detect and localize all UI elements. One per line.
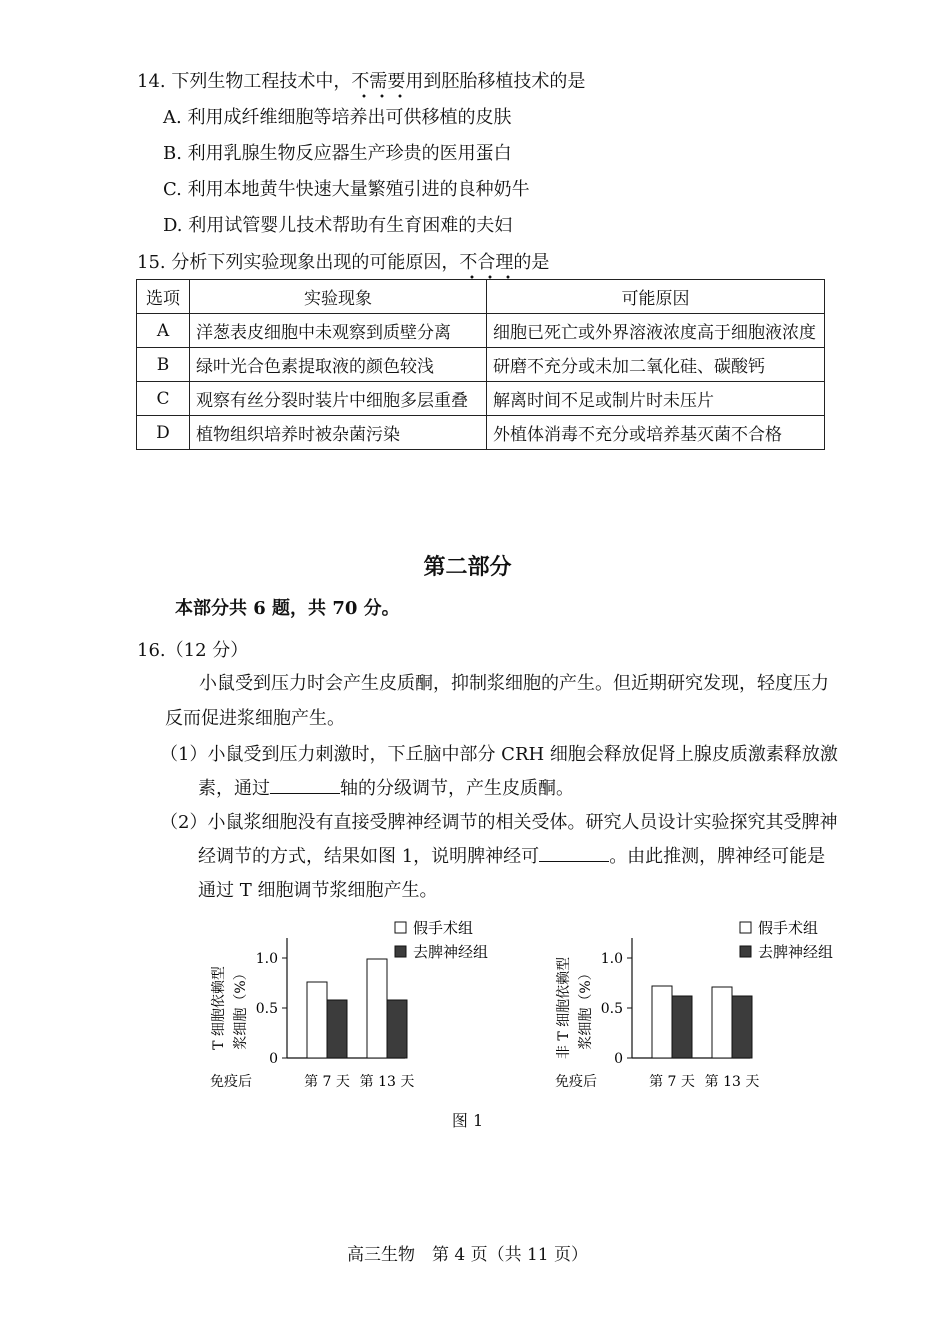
row-phenomenon: 观察有丝分裂时装片中细胞多层重叠 bbox=[190, 382, 487, 416]
row-option: D bbox=[137, 416, 190, 450]
x-tick-label: 第 13 天 bbox=[359, 1074, 415, 1090]
legend-label: 去脾神经组 bbox=[758, 943, 834, 961]
table-row bbox=[137, 314, 825, 348]
bar-denervated bbox=[732, 996, 752, 1058]
row-phenomenon: 洋葱表皮细胞中未观察到质壁分离 bbox=[190, 314, 487, 348]
q15-table-header bbox=[137, 280, 825, 314]
row-reason: 解离时间不足或制片时未压片 bbox=[487, 382, 825, 416]
row-option: A bbox=[137, 314, 190, 348]
q16-header: 16.（12 分） bbox=[137, 640, 249, 661]
q16-part1-line2 bbox=[198, 774, 574, 800]
figure-caption: 图 1 bbox=[451, 1111, 484, 1130]
q16-part2-line3: 通过 T 细胞调节浆细胞产生。 bbox=[198, 880, 438, 901]
q16-part1-pre: 素，通过 bbox=[198, 778, 270, 799]
q16-part2-answer-blank[interactable] bbox=[539, 845, 609, 862]
legend-swatch bbox=[395, 922, 406, 933]
row-reason: 外植体消毒不充分或培养基灭菌不合格 bbox=[487, 416, 825, 450]
x-tick-label: 第 7 天 bbox=[649, 1074, 695, 1090]
q15-table bbox=[136, 279, 825, 450]
q16-part1-post: 轴的分级调节，产生皮质酮。 bbox=[340, 778, 574, 799]
x-axis-prefix-label: 免疫后 bbox=[210, 1074, 252, 1090]
chart-t-dependent bbox=[195, 910, 515, 1100]
row-option: C bbox=[137, 382, 190, 416]
table-row bbox=[137, 382, 825, 416]
y-tick-label: 0 bbox=[614, 1051, 623, 1067]
bar-sham bbox=[367, 959, 387, 1058]
q16-part1-answer-blank[interactable] bbox=[270, 777, 340, 794]
legend-swatch bbox=[740, 922, 751, 933]
q15-stem bbox=[137, 248, 549, 274]
page-footer: 高三生物 第 4 页（共 11 页） bbox=[346, 1245, 589, 1265]
q15-stem-post: 的是 bbox=[513, 252, 550, 273]
legend-label: 去脾神经组 bbox=[413, 943, 489, 961]
q16-part1-line1: （1）小鼠受到压力刺激时，下丘脑中部分 CRH 细胞会释放促肾上腺皮质激素释放激 bbox=[160, 744, 838, 765]
legend-label: 假手术组 bbox=[758, 919, 819, 937]
table-row bbox=[137, 416, 825, 450]
y-tick-label: 1.0 bbox=[600, 951, 623, 967]
bar-denervated bbox=[387, 1000, 407, 1058]
bar-sham bbox=[652, 986, 672, 1058]
q14-option-c: C. 利用本地黄牛快速大量繁殖引进的良种奶牛 bbox=[163, 179, 530, 200]
header-reason: 可能原因 bbox=[487, 280, 825, 314]
q16-intro-line2: 反而促进浆细胞产生。 bbox=[165, 708, 345, 729]
y-axis-label-line2: 浆细胞（%） bbox=[233, 966, 249, 1050]
y-tick-label: 0.5 bbox=[255, 1001, 278, 1017]
x-tick-label: 第 7 天 bbox=[304, 1074, 350, 1090]
table-row bbox=[137, 348, 825, 382]
q15-stem-pre: 15. 分析下列实验现象出现的可能原因， bbox=[137, 252, 460, 273]
y-tick-label: 0.5 bbox=[600, 1001, 623, 1017]
y-tick-label: 1.0 bbox=[255, 951, 278, 967]
row-reason: 细胞已死亡或外界溶液浓度高于细胞液浓度 bbox=[487, 314, 825, 348]
q14-option-d: D. 利用试管婴儿技术帮助有生育困难的夫妇 bbox=[163, 215, 513, 236]
q16-part2-line1: （2）小鼠浆细胞没有直接受脾神经调节的相关受体。研究人员设计实验探究其受脾神 bbox=[160, 812, 838, 833]
x-axis-prefix-label: 免疫后 bbox=[555, 1074, 597, 1090]
part2-title: 第二部分 bbox=[423, 554, 512, 580]
q14-option-a: A. 利用成纤维细胞等培养出可供移植的皮肤 bbox=[163, 107, 512, 128]
part2-subtitle: 本部分共 6 题，共 70 分。 bbox=[175, 598, 400, 619]
q16-part2-line2 bbox=[198, 842, 825, 868]
bar-sham bbox=[712, 987, 732, 1058]
row-phenomenon: 绿叶光合色素提取液的颜色较浅 bbox=[190, 348, 487, 382]
y-tick-label: 0 bbox=[269, 1051, 278, 1067]
q14-stem bbox=[137, 67, 585, 93]
y-axis-label-line1: 非 T 细胞依赖型 bbox=[556, 956, 572, 1060]
row-option: B bbox=[137, 348, 190, 382]
x-tick-label: 第 13 天 bbox=[704, 1074, 760, 1090]
q15-stem-emphasis: 不合理 bbox=[459, 252, 514, 273]
q14-option-b: B. 利用乳腺生物反应器生产珍贵的医用蛋白 bbox=[163, 143, 512, 164]
y-axis-label-line1: T 细胞依赖型 bbox=[211, 966, 227, 1050]
q14-stem-pre: 14. 下列生物工程技术中， bbox=[137, 71, 352, 92]
legend-label: 假手术组 bbox=[413, 919, 474, 937]
q14-stem-post: 用到胚胎移植技术的是 bbox=[405, 71, 586, 92]
header-option: 选项 bbox=[137, 280, 190, 314]
row-reason: 研磨不充分或未加二氧化硅、碳酸钙 bbox=[487, 348, 825, 382]
legend-swatch bbox=[395, 946, 406, 957]
header-phenomenon: 实验现象 bbox=[190, 280, 487, 314]
bar-denervated bbox=[327, 1000, 347, 1058]
q16-part2-post: 。由此推测，脾神经可能是 bbox=[609, 846, 826, 867]
q16-part2-pre: 经调节的方式，结果如图 1，说明脾神经可 bbox=[198, 846, 540, 867]
q14-stem-emphasis: 不需要 bbox=[351, 71, 406, 92]
y-axis-label-line2: 浆细胞（%） bbox=[578, 966, 594, 1050]
row-phenomenon: 植物组织培养时被杂菌污染 bbox=[190, 416, 487, 450]
bar-denervated bbox=[672, 996, 692, 1058]
q16-intro-line1: 小鼠受到压力时会产生皮质酮，抑制浆细胞的产生。但近期研究发现，轻度压力 bbox=[199, 673, 829, 694]
bar-sham bbox=[307, 982, 327, 1058]
legend-swatch bbox=[740, 946, 751, 957]
chart-non-t-dependent bbox=[540, 910, 860, 1100]
